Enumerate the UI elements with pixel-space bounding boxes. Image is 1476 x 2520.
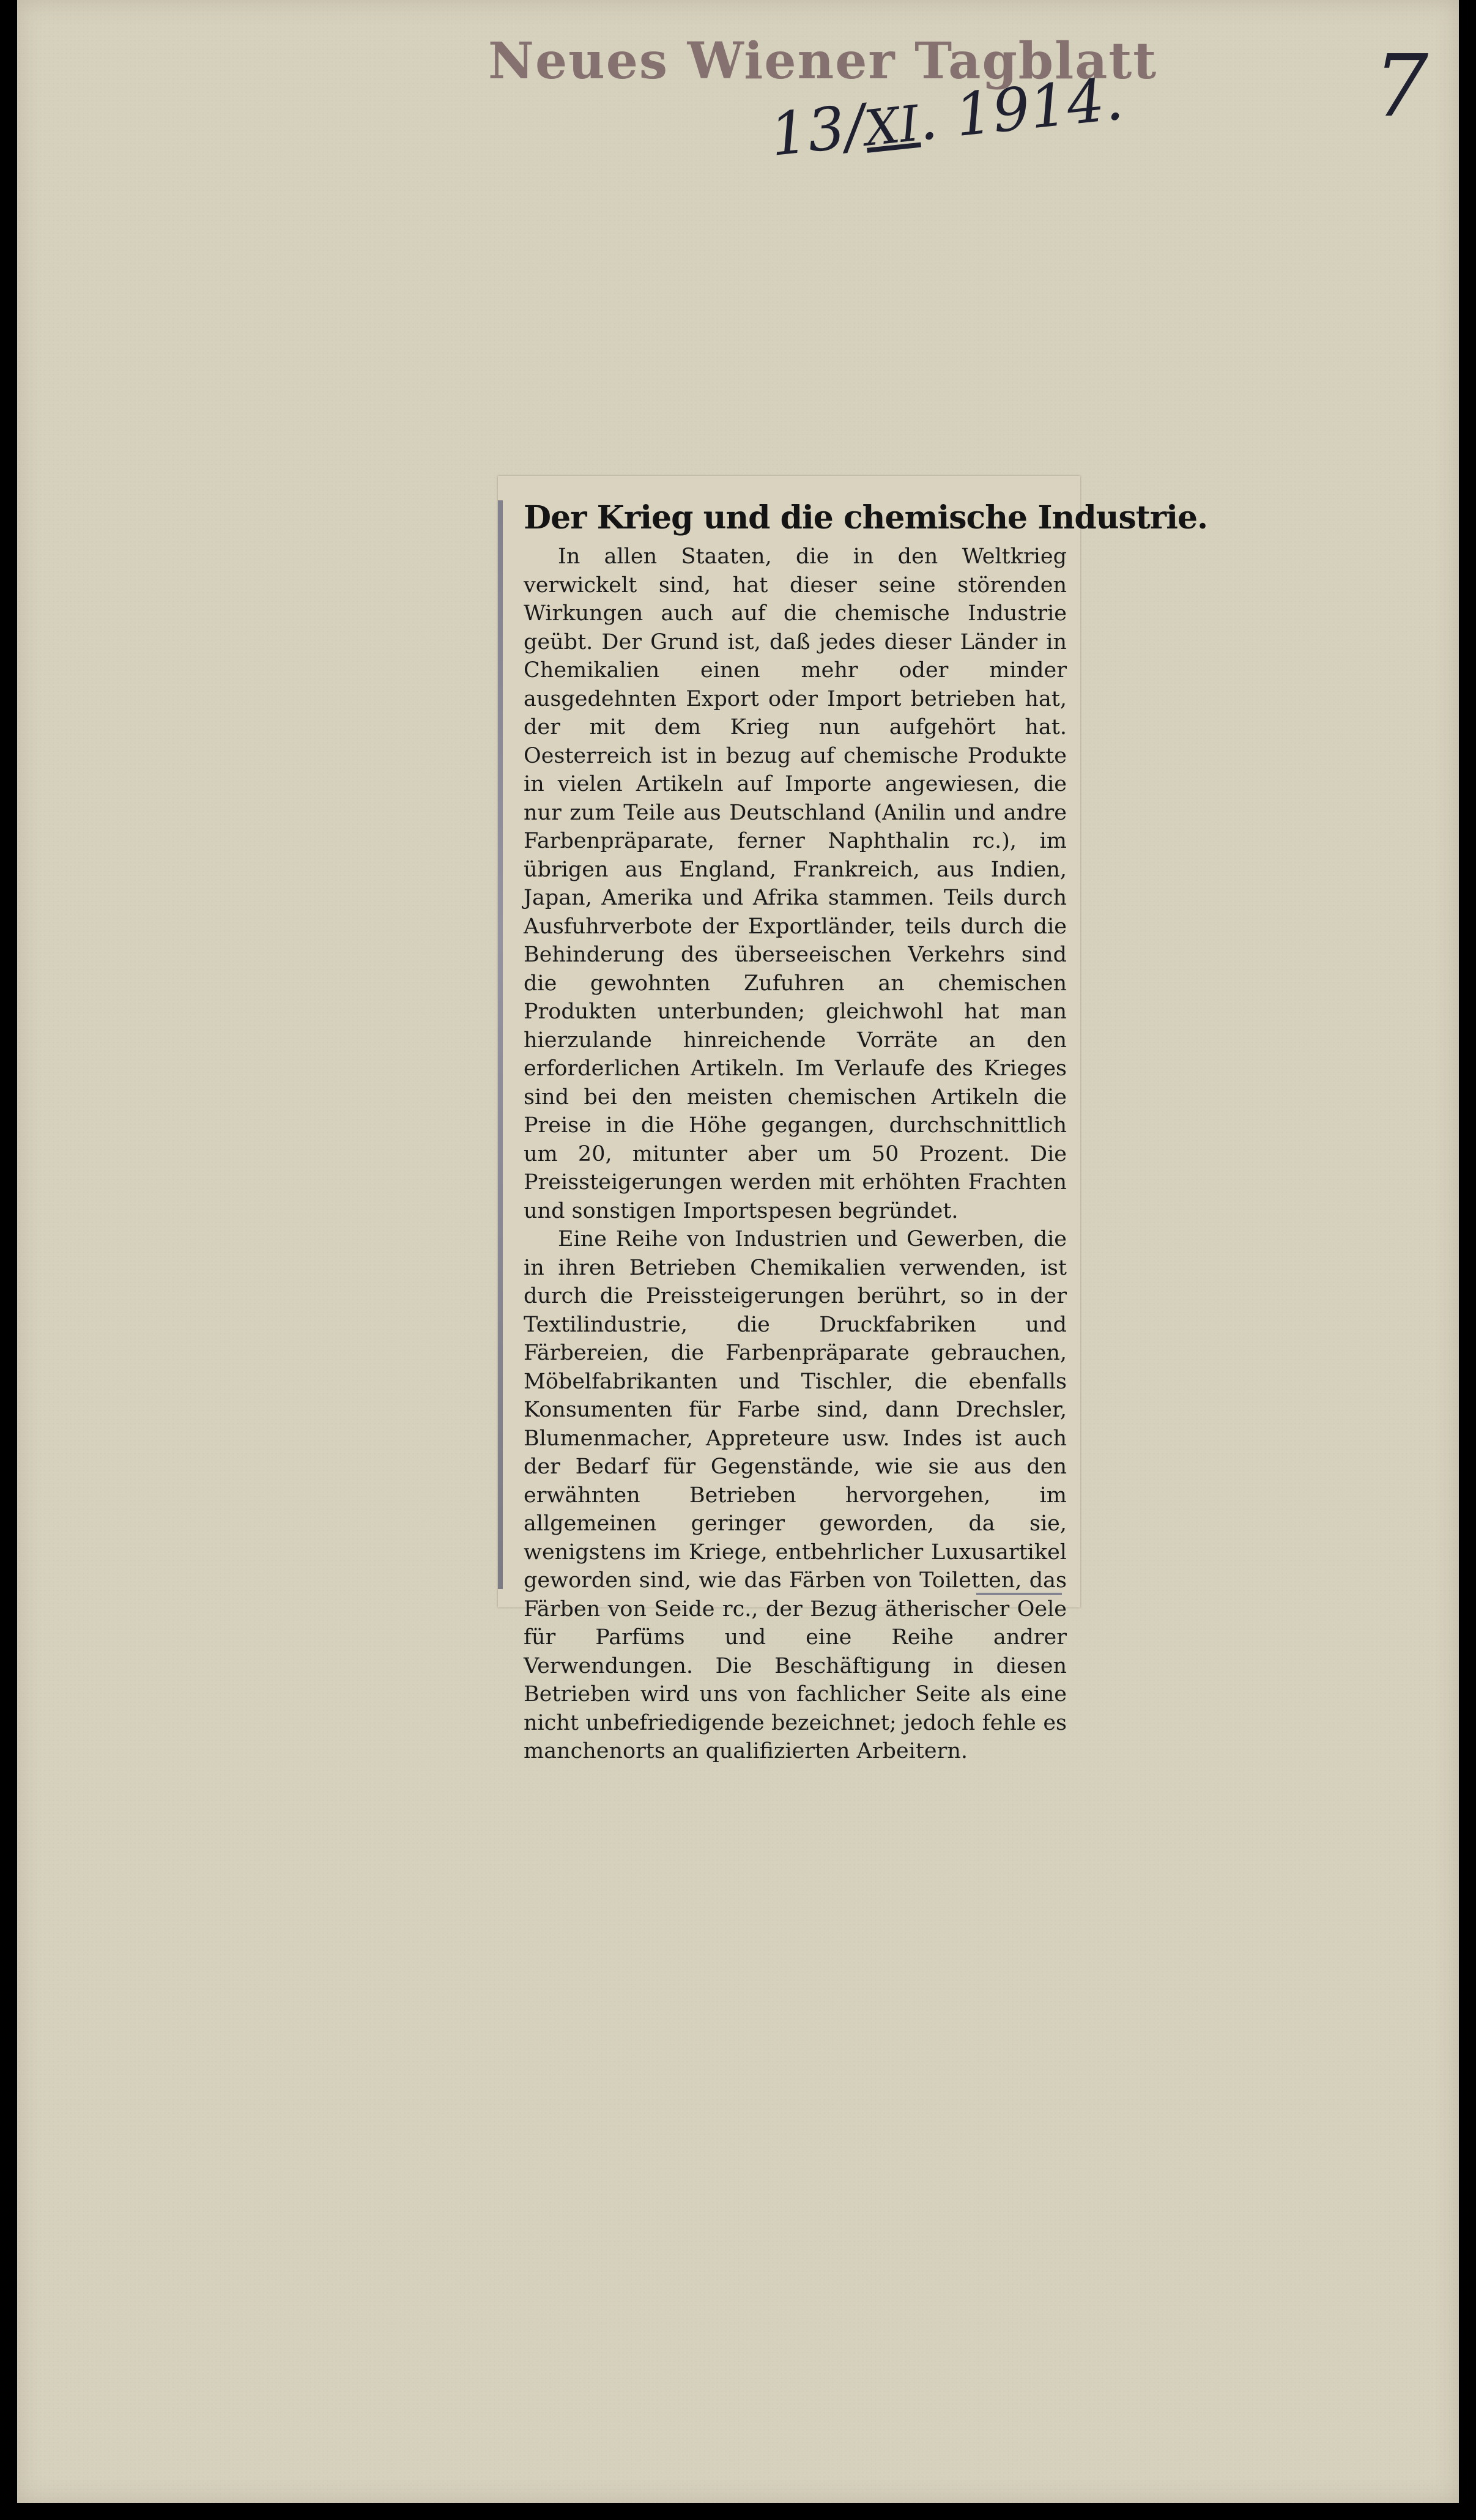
- date-day: 13/: [766, 91, 869, 169]
- article-paragraph: In allen Staaten, die in den Weltkrieg verwickelt sind, hat dieser seine störenden Wirkungen auch auf die chemische Industrie geübt. Der Grund ist, daß jedes dieser Länder in Chemikalien einen mehr oder minder ausgedehnten Export oder Import betrieben hat, der mit dem Krieg nun aufgehört hat. Oesterreich ist in bezug auf chemische Produkte in vielen Artikeln auf Importe angewiesen, die nur zum Teile aus Deutschland (Anilin und andre Farbenpräparate, ferner Naphthalin rc.), im übrigen aus England, Frankreich, aus Indien, Japan, Amerika und Afrika stammen. Teils durch Ausfuhrverbote der Exportländer, teils durch die Behinderung des überseeischen Verkehrs sind die gewohnten Zufuhren an chemischen Produkten unterbunden; gleichwohl hat man hierzulande hinreichende Vorräte an den erforderlichen Artikeln. Im Verlaufe des Krieges sind bei den meisten chemischen Artikeln die Preise in die Höhe gegangen, durchschnittlich um 20, mitunter aber um 50 Prozent. Die Preissteigerungen werden mit erhöhten Frachten und sonstigen Importspesen begründet.: [524, 544, 1067, 1223]
- archive-sheet: [17, 0, 1459, 2503]
- date-year: . 1914.: [914, 64, 1127, 154]
- article-headline: Der Krieg und die chemische Industrie.: [524, 499, 1208, 536]
- newspaper-stamp: Neues Wiener Tagblatt: [488, 32, 1158, 91]
- page-number: 7: [1374, 37, 1429, 136]
- clipping-end-mark: [976, 1593, 1062, 1595]
- article-paragraph: Eine Reihe von Industrien und Gewerben, die in ihren Betrieben Chemikalien verwenden, ist durch die Preissteigerungen berührt, so in der Textilindustrie, die Druckfabriken und Färbereien, die Farbenpräparate gebrauchen, Möbelfabrikanten und Tischler, die ebenfalls Konsumenten für Farbe sind, dann Drechsler, Blumenmacher, Appreteure usw. Indes ist auch der Bedarf für Gegenstände, wie sie aus den erwähnten Betrieben hervorgehen, im allgemeinen geringer geworden, da sie, wenigstens im Kriege, entbehrlicher Luxusartikel geworden sind, wie das Färben von Toiletten, das Färben von Seide rc., der Bezug ätherischer Oele für Parfüms und eine Reihe andrer Verwendungen. Die Beschäftigung in diesen Betrieben wird uns von fachlicher Seite als eine nicht unbefriedigende bezeichnet; jedoch fehle es manchenorts an qualifizierten Arbeitern.: [524, 1227, 1067, 1763]
- newspaper-clipping: [498, 476, 1208, 1763]
- date-month: XI: [861, 95, 922, 157]
- clipping-edge-mark: [498, 500, 503, 1589]
